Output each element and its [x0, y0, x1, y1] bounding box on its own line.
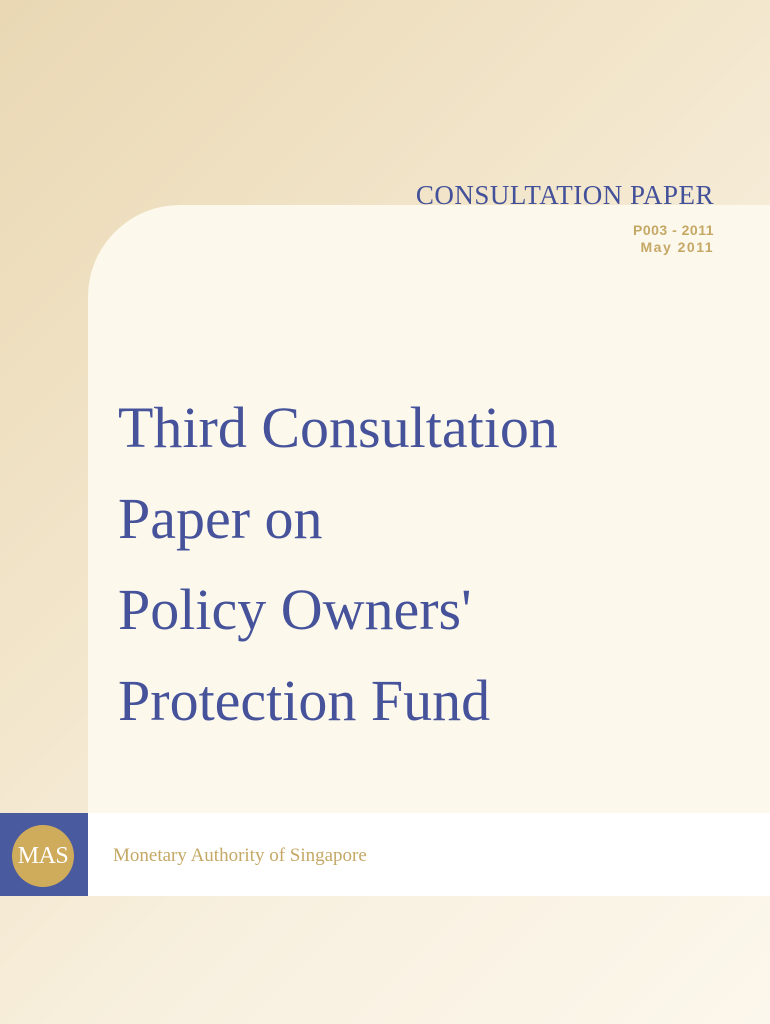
- mas-logo-circle: [12, 825, 74, 887]
- paper-code: P003 - 2011: [632, 222, 714, 238]
- document-type-label: CONSULTATION PAPER: [415, 180, 714, 210]
- mas-logo: [0, 813, 88, 896]
- title-line: Protection Fund: [118, 668, 491, 733]
- document-title: [118, 382, 738, 746]
- mas-logo-text: MAS: [17, 842, 69, 869]
- title-line: Paper on: [118, 486, 323, 551]
- logo-band: [0, 813, 770, 896]
- header-block: [416, 180, 714, 256]
- paper-date: May 2011: [640, 239, 714, 255]
- title-line: Policy Owners': [118, 577, 472, 642]
- organization-name: Monetary Authority of Singapore: [113, 845, 367, 866]
- title-line: Third Consultation: [118, 395, 558, 460]
